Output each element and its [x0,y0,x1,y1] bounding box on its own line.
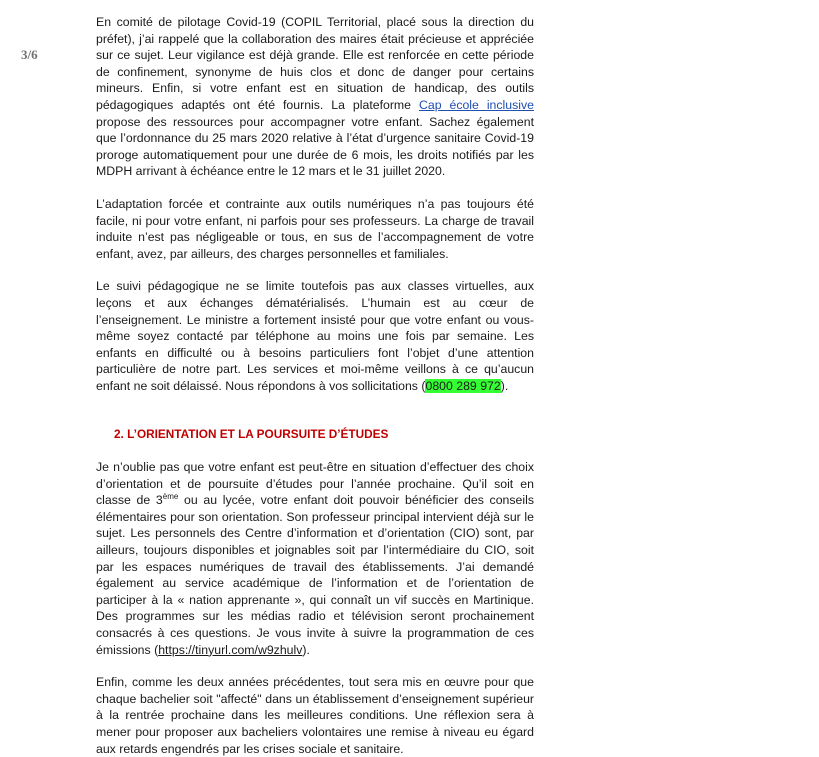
paragraph-pedagogical-followup [96,278,534,394]
tinyurl-link[interactable]: https://tinyurl.com/w9zhulv [158,642,303,657]
paragraph-text: propose des ressources pour accompagner votre enfant. Sachez également que l’ordonnance du 25 mars 2020 relative à l’état d’urgence sanitaire Covid-19 proroge automatiquement pour une durée de 6 mois, les droits notifiés par les MDPH arrivant à échéance entre le 12 mars et le 31 juillet 2020. [96,114,534,179]
paragraph-bachelier: Enfin, comme les deux années précédentes, tout sera mis en œuvre pour que chaque bachelier soit "affecté" dans un établissement d’enseignement supérieur à la rentrée prochaine dans les meilleures conditions. Une réflexion sera à mener pour proposer aux bacheliers volontaires une remise à niveau eu égard aux retards engendrés par les crises sociale et sanitaire. [96,675,534,756]
phone-number-highlight: 0800 289 972 [425,378,501,393]
cap-ecole-inclusive-link[interactable]: Cap école inclusive [418,97,534,112]
section-heading-orientation: 2. L’ORIENTATION ET LA POURSUITE D’ÉTUDES [114,427,389,442]
paragraph-text: En comité de pilotage Covid-19 (COPIL Territorial, placé sous la direction du préfet), j’ai rappelé que la collaboration des maires était précieuse et appréciée sur ce sujet. Leur vigilance est déjà grande. Elle est renforcée en cette période de confinement, synonyme de huis clos et donc de danger pour certains mineurs. Enfin, si votre enfant est en situation de handicap, des outils pédagogiques adaptés ont été fournis. La plateforme [96,15,534,112]
superscript-eme: ème [162,492,179,502]
paragraph-text: ). [302,642,310,657]
paragraph-covid-copil [96,14,534,180]
paragraph-text: ). [500,378,509,393]
paragraph-text: Le suivi pédagogique ne se limite toutefois pas aux classes virtuelles, aux leçons et aux échanges dématérialisés. L’humain est au cœur de l’enseignement. Le ministre a fortement insisté pour que votre enfant ou vous-même soyez contacté par téléphone au moins une fois par semaine. Les enfants en difficulté ou à besoins particuliers font l’objet d’une attention particulière de notre part. Les services et moi-même veillons à ce qu’aucun enfant ne soit délaissé. Nous répondons à vos sollicitations ( [96,279,534,393]
paragraph-digital-tools: L’adaptation forcée et contrainte aux outils numériques n’a pas toujours été facile, ni pour votre enfant, ni parfois pour ses professeurs. La charge de travail induite n’est pas négligeable or tous, en sus de l’accompagnement de votre enfant, avez, par ailleurs, des charges personnelles et familiales. [96,196,534,261]
page-number: 3/6 [21,47,38,62]
paragraph-text: ou au lycée, votre enfant doit pouvoir bénéficier des conseils élémentaires pour son orientation. Son professeur principal intervient déjà sur le sujet. Les personnels des Centre d’information et d’orientation (CIO) sont, par ailleurs, toujours disponibles et joignables soit par l’intermédiaire du CIO, soit par les espaces numériques de travail des établissements. J’ai demandé également au service académique de l’information et de l’orientation de participer à la « nation apprenante », qui connaît un vif succès en Martinique. Des programmes sur les médias radio et télévision seront prochainement consacrés à ces questions. Je vous invite à suivre la programmation de ces émissions ( [96,493,534,657]
paragraph-orientation [96,459,534,658]
paragraph-text: Je n’oublie pas que votre enfant est peut-être en situation d’effectuer des choix d’orientation et de poursuite d’études pour l’année prochaine. Qu’il soit en classe de 3 [96,460,534,508]
document-body [96,14,534,757]
